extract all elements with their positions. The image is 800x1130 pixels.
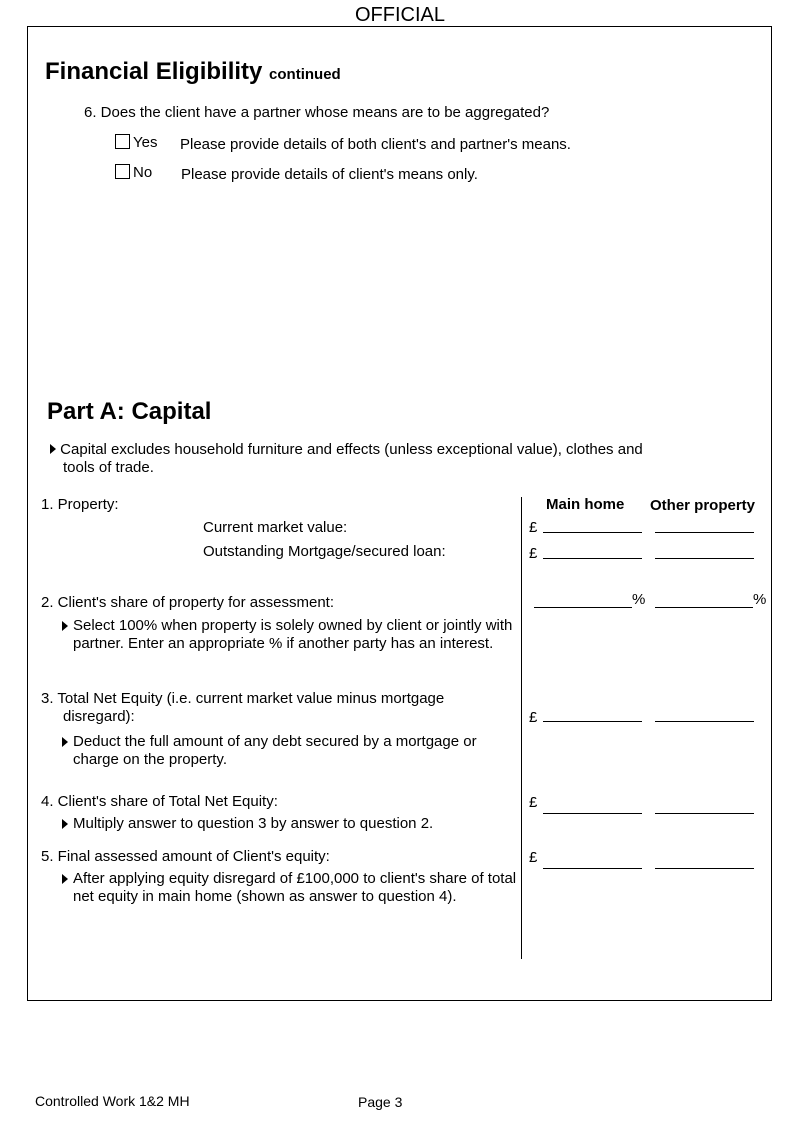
question-1-label: 1. Property:: [41, 496, 119, 513]
bullet-arrow-icon: [62, 819, 68, 829]
other-property-market-value-field[interactable]: [655, 532, 754, 533]
option-no-label: No: [133, 164, 153, 181]
yes-checkbox[interactable]: [115, 134, 130, 149]
question-6: 6. Does the client have a partner whose means are to be aggregated?: [84, 104, 550, 121]
question-3-note: Deduct the full amount of any debt secured by a mortgage or charge on the property.: [73, 733, 518, 769]
classification-marking: OFFICIAL: [354, 4, 445, 26]
percent-symbol: %: [632, 591, 646, 608]
main-home-share-field[interactable]: [534, 607, 632, 608]
currency-symbol: £: [529, 794, 538, 811]
column-header-other-property: Other property: [650, 497, 756, 514]
question-3-label-cont: disregard):: [63, 708, 135, 725]
question-4-note: Multiply answer to question 3 by answer to question 2.: [73, 815, 518, 833]
current-market-value-label: Current market value:: [203, 519, 348, 536]
percent-symbol: %: [753, 591, 767, 608]
section-title-financial: Financial Eligibility continued: [45, 58, 341, 85]
bullet-arrow-icon: [62, 874, 68, 884]
main-home-net-equity-field[interactable]: [543, 721, 642, 722]
form-reference: Controlled Work 1&2 MH: [35, 1093, 190, 1109]
currency-symbol: £: [529, 849, 538, 866]
main-home-final-equity-field[interactable]: [543, 868, 642, 869]
section-title-part-a: Part A: Capital: [47, 398, 212, 425]
question-2-note: Select 100% when property is solely owned by client or jointly with partner. Enter an appropriate % if another party has an interest.: [73, 617, 518, 653]
option-yes[interactable]: [115, 134, 157, 152]
part-a-intro-cont: tools of trade.: [63, 459, 154, 476]
title-suffix: continued: [269, 66, 341, 83]
currency-symbol: £: [529, 545, 538, 562]
bullet-arrow-icon: [50, 444, 56, 454]
option-yes-note: Please provide details of both client's and partner's means.: [180, 136, 571, 153]
currency-symbol: £: [529, 709, 538, 726]
other-property-final-equity-field[interactable]: [655, 868, 754, 869]
question-5-note: After applying equity disregard of £100,000 to client's share of total net equity in main home (shown as answer to question 4).: [73, 870, 523, 906]
page-number: Page 3: [358, 1094, 403, 1110]
bullet-arrow-icon: [62, 737, 68, 747]
other-property-client-share-equity-field[interactable]: [655, 813, 754, 814]
outstanding-mortgage-label: Outstanding Mortgage/secured loan:: [203, 543, 446, 560]
option-yes-label: Yes: [133, 134, 158, 151]
question-4-label: 4. Client's share of Total Net Equity:: [41, 793, 278, 810]
main-home-client-share-equity-field[interactable]: [543, 813, 642, 814]
main-home-mortgage-field[interactable]: [543, 558, 642, 559]
part-a-intro: Capital excludes household furniture and effects (unless exceptional value), clothes and: [50, 441, 643, 459]
option-no-note: Please provide details of client's means only.: [181, 166, 478, 183]
question-5-label: 5. Final assessed amount of Client's equity:: [41, 848, 330, 865]
option-no[interactable]: [115, 164, 152, 182]
column-header-main-home: Main home: [546, 496, 625, 513]
no-checkbox[interactable]: [115, 164, 130, 179]
question-3-label: 3. Total Net Equity (i.e. current market value minus mortgage: [41, 690, 445, 707]
question-2-label: 2. Client's share of property for assessment:: [41, 594, 334, 611]
main-home-market-value-field[interactable]: [543, 532, 642, 533]
other-property-share-field[interactable]: [655, 607, 753, 608]
other-property-net-equity-field[interactable]: [655, 721, 754, 722]
currency-symbol: £: [529, 519, 538, 536]
other-property-mortgage-field[interactable]: [655, 558, 754, 559]
bullet-arrow-icon: [62, 621, 68, 631]
